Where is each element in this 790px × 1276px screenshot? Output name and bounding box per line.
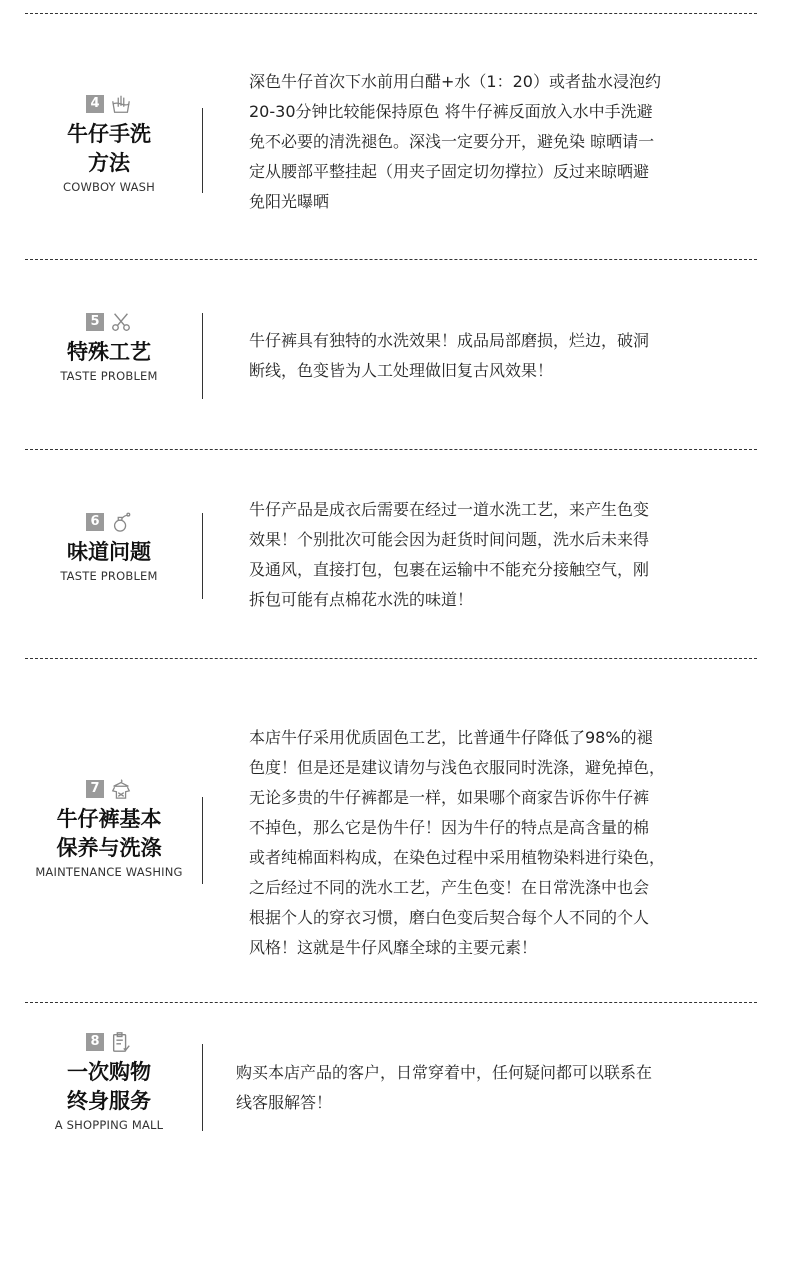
vertical-divider <box>202 1044 203 1131</box>
section-title <box>24 338 194 367</box>
body-line: 或者纯棉面料构成，在染色过程中采用植物染料进行染色， <box>249 848 666 867</box>
body-line: 定从腰部平整挂起（用夹子固定切勿撑拉）反过来晾晒避 <box>249 162 650 181</box>
title-line: 一次购物 <box>67 1060 151 1084</box>
divider <box>25 1002 757 1003</box>
section-heading <box>24 310 194 383</box>
divider <box>25 658 757 659</box>
scissors-icon <box>110 311 132 333</box>
title-line: 特殊工艺 <box>67 340 151 364</box>
body-line: 拆包可能有点棉花水洗的味道！ <box>249 590 474 609</box>
section-body <box>236 1058 706 1118</box>
section-heading <box>24 510 194 583</box>
divider <box>25 259 757 260</box>
section-number: 4 <box>86 95 104 113</box>
perfume-icon <box>110 511 132 533</box>
section-heading <box>24 92 194 194</box>
section-title <box>24 538 194 567</box>
body-line: 购买本店产品的客户，日常穿着中，任何疑问都可以联系在 <box>236 1063 653 1082</box>
section-title <box>24 120 194 178</box>
body-line: 色度！但是还是建议请勿与浅色衣服同时洗涤，避免掉色， <box>249 758 666 777</box>
divider <box>25 13 757 14</box>
section-number: 5 <box>86 313 104 331</box>
section-title <box>24 1058 194 1116</box>
section-body <box>249 495 719 615</box>
title-line: 保养与洗涤 <box>56 836 162 860</box>
body-line: 不掉色，那么它是伪牛仔！因为牛仔的特点是高含量的棉 <box>249 818 650 837</box>
section-subtitle: A SHOPPING MALL <box>54 1118 164 1132</box>
section-body <box>249 723 719 963</box>
section-body <box>249 326 719 386</box>
section-subtitle: TASTE PROBLEM <box>60 369 158 383</box>
body-line: 根据个人的穿衣习惯，磨白色变后契合每个人不同的个人 <box>249 908 650 927</box>
body-line: 牛仔裤具有独特的水洗效果！成品局部磨损，烂边，破洞 <box>249 331 650 350</box>
body-line: 断线，色变皆为人工处理做旧复古风效果！ <box>249 361 554 380</box>
body-line: 本店牛仔采用优质固色工艺，比普通牛仔降低了98%的褪 <box>249 728 653 747</box>
body-line: 牛仔产品是成衣后需要在经过一道水洗工艺，来产生色变 <box>249 500 650 519</box>
title-line: 终身服务 <box>67 1089 151 1113</box>
section-number: 7 <box>86 780 104 798</box>
body-line: 20-30分钟比较能保持原色 将牛仔裤反面放入水中手洗避 <box>249 102 653 121</box>
body-line: 无论多贵的牛仔裤都是一样，如果哪个商家告诉你牛仔裤 <box>249 788 650 807</box>
hand-wash-icon <box>110 93 132 115</box>
vertical-divider <box>202 513 203 599</box>
vertical-divider <box>202 313 203 399</box>
section-title <box>24 805 194 863</box>
section-number: 6 <box>86 513 104 531</box>
title-line: 牛仔裤基本 <box>56 807 162 831</box>
body-line: 线客服解答！ <box>236 1093 333 1112</box>
body-line: 深色牛仔首次下水前用白醋+水（1：20）或者盐水浸泡约 <box>249 72 661 91</box>
section-subtitle: COWBOY WASH <box>63 180 155 194</box>
body-line: 效果！个别批次可能会因为赶货时间问题，洗水后未来得 <box>249 530 650 549</box>
title-line: 牛仔手洗 <box>67 122 151 146</box>
section-number: 8 <box>86 1033 104 1051</box>
section-heading <box>24 777 194 879</box>
vertical-divider <box>202 108 203 193</box>
title-line: 方法 <box>88 151 130 175</box>
body-line: 风格！这就是牛仔风靡全球的主要元素！ <box>249 938 538 957</box>
body-line: 免阳光曝晒 <box>249 192 330 211</box>
body-line: 免不必要的清洗褪色。深浅一定要分开，避免染 晾晒请一 <box>249 132 655 151</box>
clipboard-service-icon <box>110 1031 132 1053</box>
body-line: 及通风，直接打包，包裹在运输中不能充分接触空气，刚 <box>249 560 650 579</box>
body-line: 之后经过不同的洗水工艺，产生色变！在日常洗涤中也会 <box>249 878 650 897</box>
section-heading <box>24 1030 194 1132</box>
vertical-divider <box>202 797 203 884</box>
divider <box>25 449 757 450</box>
section-body <box>249 67 719 217</box>
section-subtitle: TASTE PROBLEM <box>60 569 158 583</box>
section-subtitle: MAINTENANCE WASHING <box>35 865 183 879</box>
title-line: 味道问题 <box>67 540 151 564</box>
shirt-hanger-icon <box>110 778 132 800</box>
